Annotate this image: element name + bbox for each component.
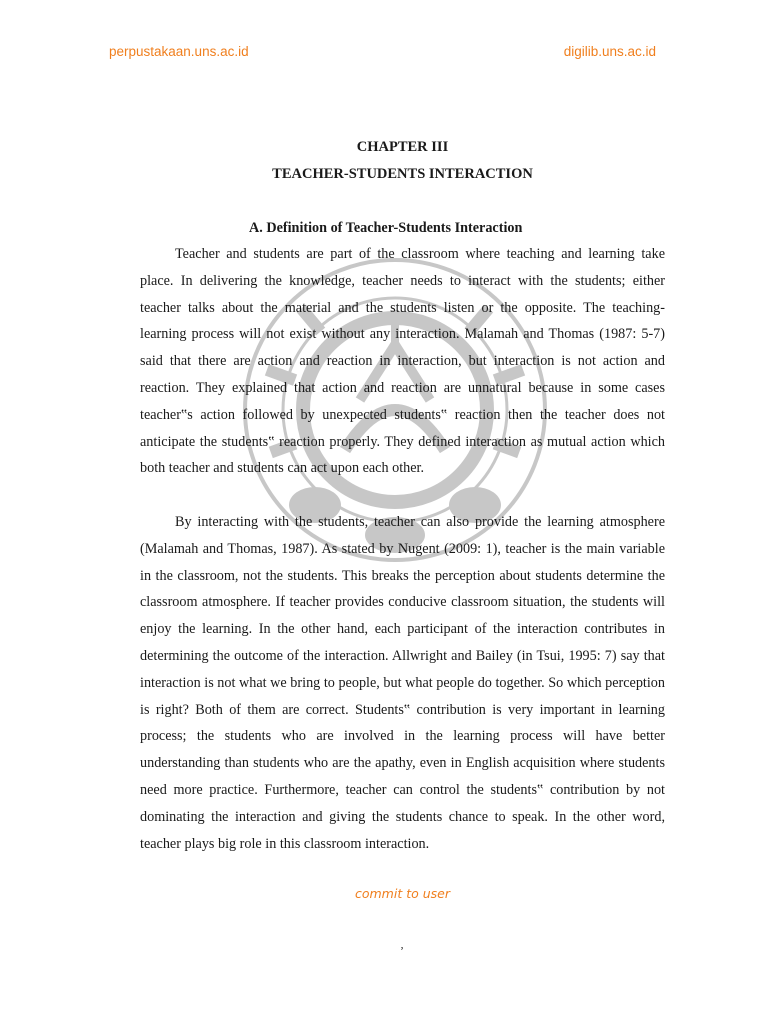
header-site-link-right[interactable]: digilib.uns.ac.id	[563, 44, 656, 59]
chapter-number: CHAPTER III	[356, 139, 449, 155]
body-paragraph: By interacting with the students, teacher can also provide the learning atmosphere (Malamah and Thomas, 1987). As stated by Nugent (2009: 1), teacher is the main variable in the classroom, not the students. This breaks the perception about students determine the classroom atmosphere. If teacher provides conducive classroom situation, the students will enjoy the learning. In the other hand, each participant of the interaction contributes in determining the outcome of the interaction. Allwright and Bailey (in Tsui, 1995: 7) say that interaction is not what we bring to people, but what people do together. So which perception is right? Both of them are correct. Students‟ contribution is very important in learning process; the students who are involved in the learning process will have better understanding than students who are the apathy, even in English acquisition where students need more practice. Furthermore, teacher can control the students‟ contribution by not dominating the interaction and giving the students chance to speak. In the other word, teacher plays big role in this classroom interaction.	[140, 514, 665, 852]
section-heading: A. Definition of Teacher-Students Interaction	[249, 220, 523, 236]
header-site-link-left[interactable]: perpustakaan.uns.ac.id	[109, 44, 249, 59]
chapter-title: TEACHER-STUDENTS INTERACTION	[272, 166, 533, 182]
page-mark: ʼ	[400, 944, 404, 958]
footer-commit-text: commit to user	[354, 886, 450, 901]
body-paragraph: Teacher and students are part of the classroom where teaching and learning take place. In delivering the knowledge, teacher needs to interact with the students; either teacher talks about the material and the students listen or the opposite. The teaching-learning process will not exist without any interaction. Malamah and Thomas (1987: 5-7) said that there are action and reaction in interaction, but interaction is not action and reaction. They explained that action and reaction are unnatural because in some cases teacher‟s action followed by unexpected students‟ reaction then the teacher does not anticipate the students‟ reaction properly. They defined interaction as mutual action which both teacher and students can act upon each other.	[140, 246, 665, 477]
